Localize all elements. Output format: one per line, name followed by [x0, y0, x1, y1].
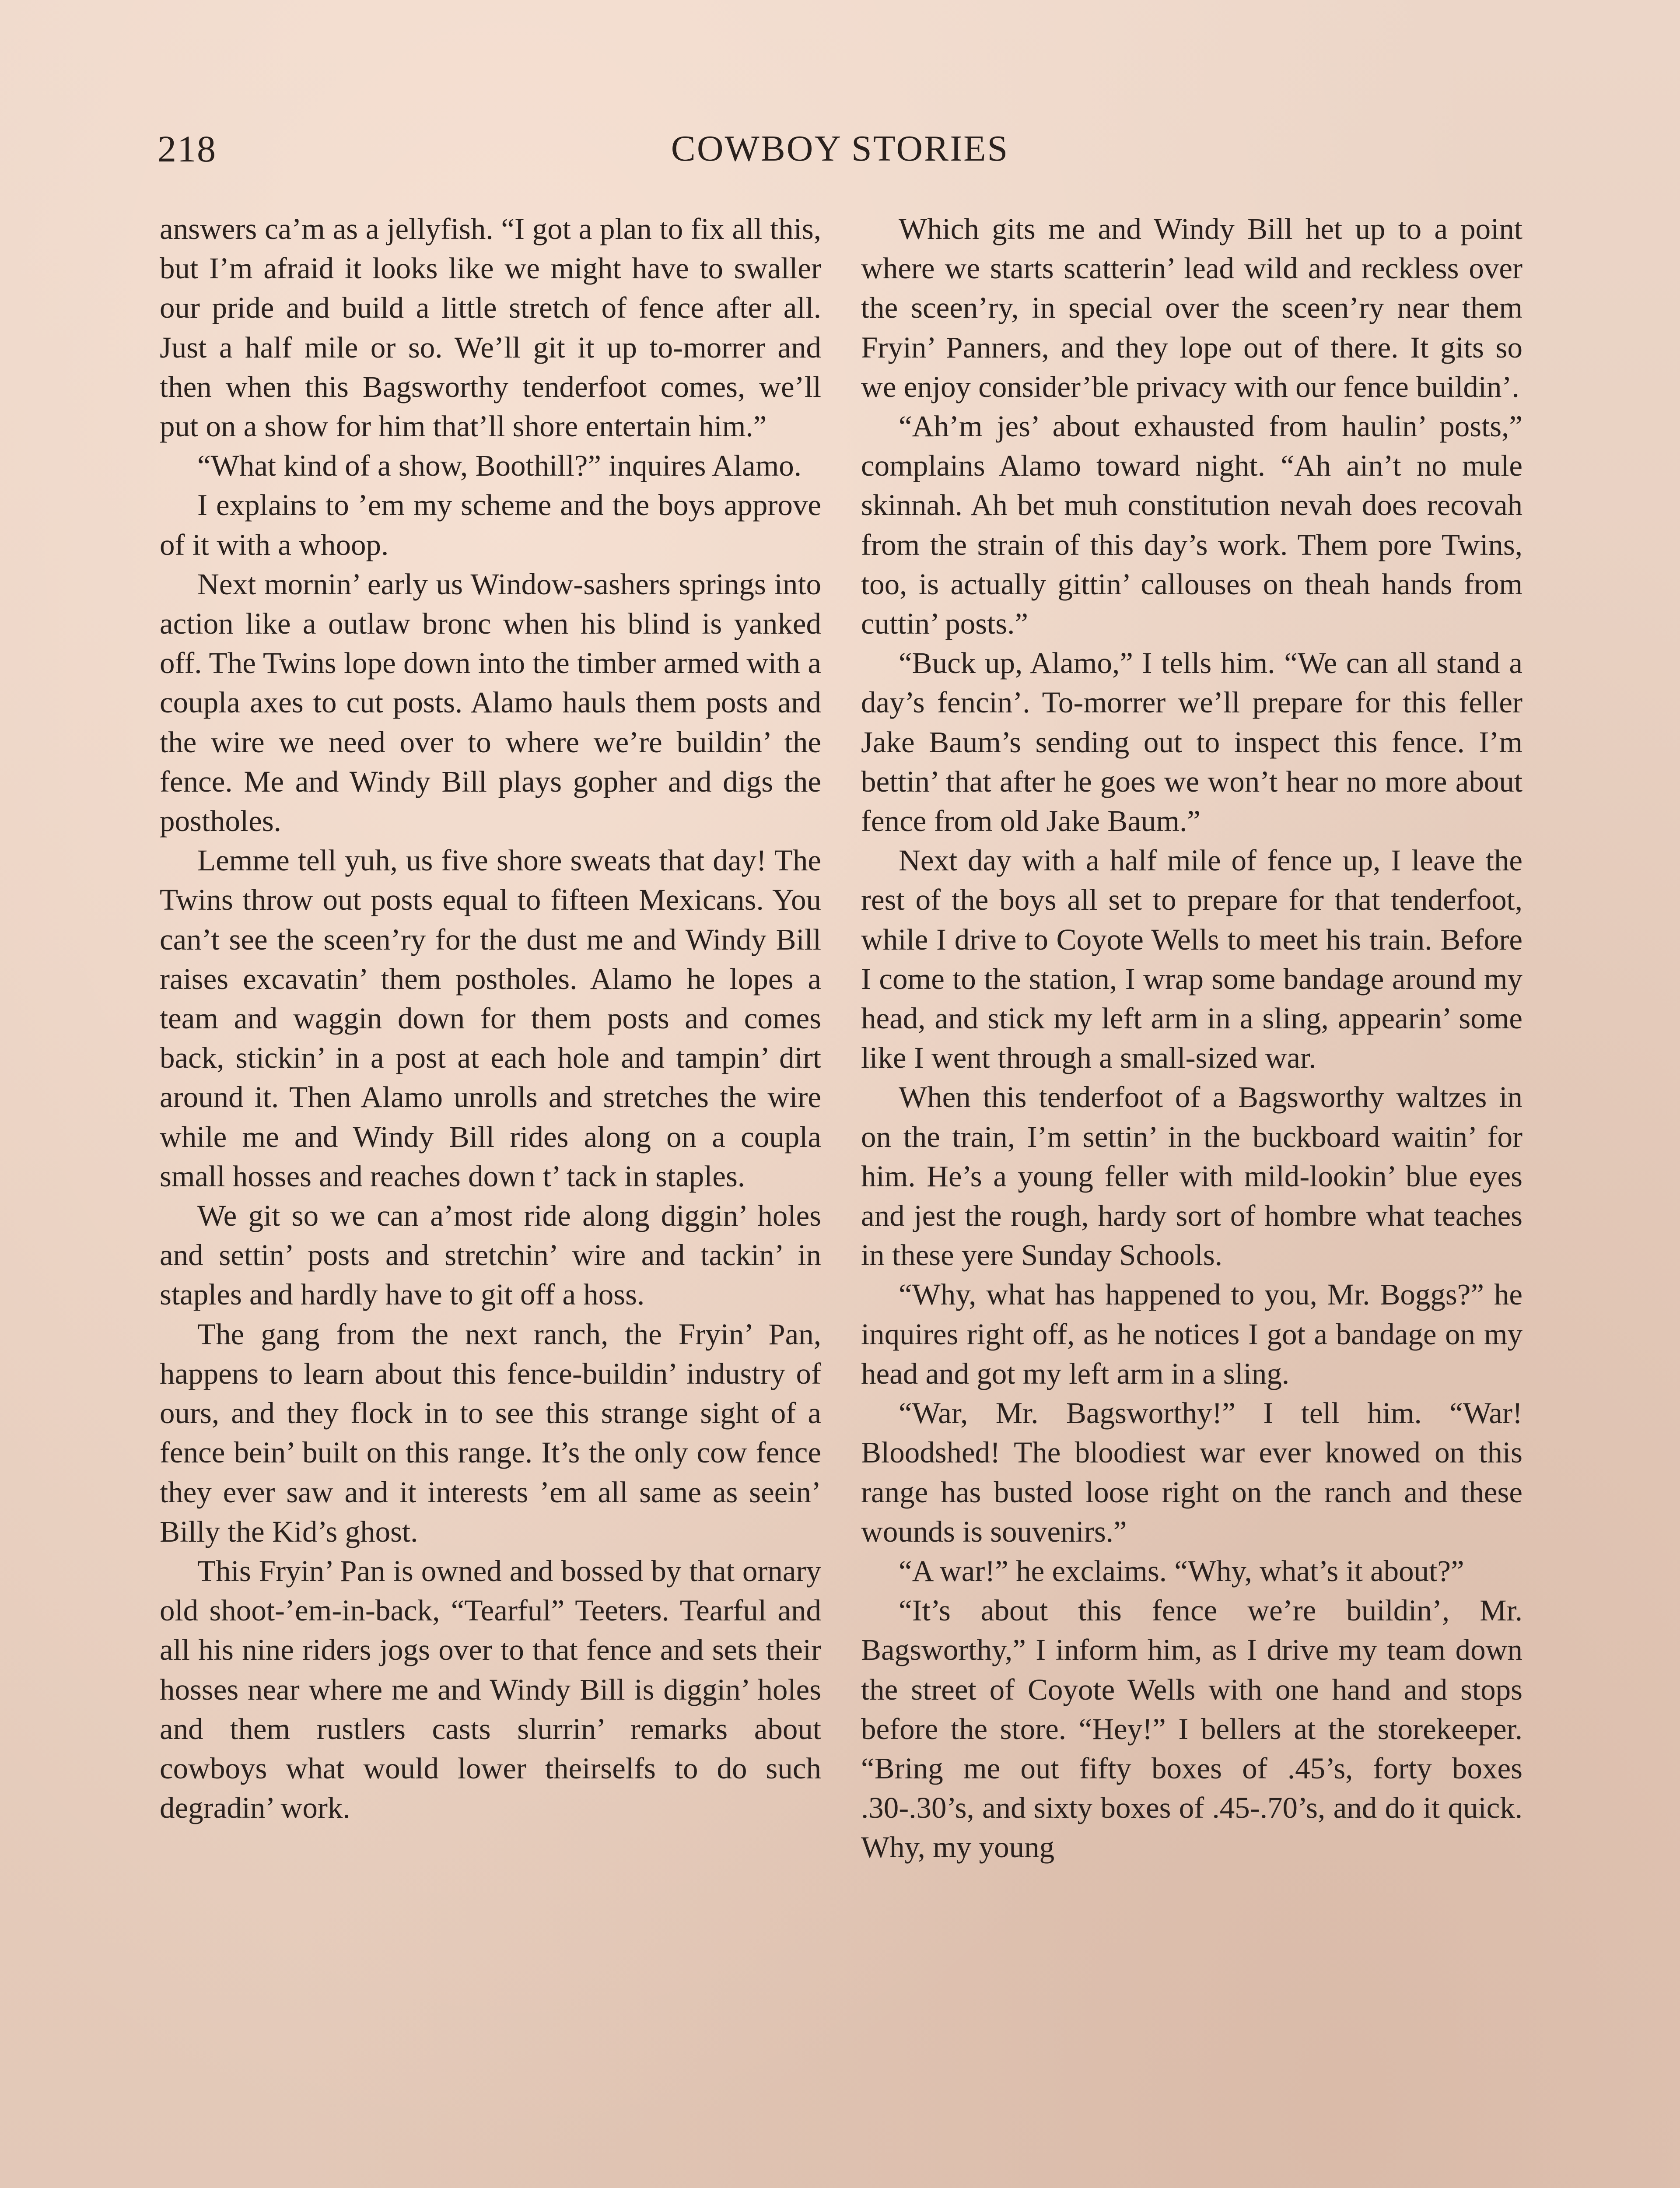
- paragraph: “A war!” he exclaims. “Why, what’s it about?”: [899, 1554, 1464, 1588]
- paragraph: Lemme tell yuh, us five shore sweats that day! The Twins throw out posts equal to fifteen Mexicans. You can’t see the sceen’ry for the dust me and Windy Bill raises excavatin’ them postholes. Alamo he lopes a team and waggin down for them posts and comes back, stickin’ in a post at each hole and tampin’ dirt around it. Then Alamo unrolls and stretches the wire while me and Windy Bill rides along on a coupla small hosses and reaches down t’ tack in staples.: [160, 844, 821, 1193]
- paragraph: answers ca’m as a jellyfish. “I got a plan to fix all this, but I’m afraid it looks like we might have to swaller our pride and build a little stretch of fence after all. Just a half mile or so. We’ll git it up to-morrer and then when this Bagsworthy tenderfoot comes, we’ll put on a show for him that’ll shore entertain him.”: [160, 212, 821, 443]
- paragraph: “What kind of a show, Boothill?” inquires Alamo.: [197, 449, 802, 483]
- paragraph: When this tenderfoot of a Bagsworthy waltzes in on the train, I’m settin’ in the buckboard waitin’ for him. He’s a young feller with mild-lookin’ blue eyes and jest the rough, hardy sort of hombre what teaches in these yere Sunday Schools.: [861, 1080, 1522, 1272]
- paragraph: “War, Mr. Bagsworthy!” I tell him. “War! Bloodshed! The bloodiest war ever knowed on this range has busted loose right on the ranch and these wounds is souvenirs.”: [861, 1396, 1522, 1548]
- paragraph: I explains to ’em my scheme and the boys approve of it with a whoop.: [160, 488, 821, 561]
- paragraph: The gang from the next ranch, the Fryin’ Pan, happens to learn about this fence-buildin’ industry of ours, and they flock in to see this strange sight of a fence bein’ built on this range. It’s the only cow fence they ever saw and it interests ’em all same as seein’ Billy the Kid’s ghost.: [160, 1317, 821, 1548]
- paragraph: “Why, what has happened to you, Mr. Boggs?” he inquires right off, as he notices I got a bandage on my head and got my left arm in a sling.: [861, 1278, 1522, 1390]
- right-text-column: [861, 209, 1522, 1867]
- paragraph: We git so we can a’most ride along diggin’ holes and settin’ posts and stretchin’ wire and tackin’ in staples and hardly have to git off a hoss.: [160, 1199, 821, 1311]
- page-header: [158, 125, 1522, 173]
- paragraph: Which gits me and Windy Bill het up to a point where we starts scatterin’ lead wild and reckless over the sceen’ry, in special over the sceen’ry near them Fryin’ Panners, and they lope out of there. It gits so we enjoy consider’ble privacy with our fence buildin’.: [861, 212, 1522, 403]
- running-title: COWBOY STORIES: [671, 128, 1009, 169]
- left-text-column: [160, 209, 821, 1827]
- paragraph: “Buck up, Alamo,” I tells him. “We can all stand a day’s fencin’. To-morrer we’ll prepare for this feller Jake Baum’s sending out to inspect this fence. I’m bettin’ that after he goes we won’t hear no more about fence from old Jake Baum.”: [861, 646, 1522, 838]
- paragraph: “It’s about this fence we’re buildin’, Mr. Bagsworthy,” I inform him, as I drive my team down the street of Coyote Wells with one hand and stops before the store. “Hey!” I bellers at the storekeeper. “Bring me out fifty boxes of .45’s, forty boxes .30-.30’s, and sixty boxes of .45-.70’s, and do it quick. Why, my young: [861, 1594, 1522, 1864]
- paragraph: This Fryin’ Pan is owned and bossed by that ornary old shoot-’em-in-back, “Tearful” Teeters. Tearful and all his nine riders jogs over to that fence and sets their hosses near where me and Windy Bill is diggin’ holes and them rustlers casts slurrin’ remarks about cowboys what would lower theirselfs to do such degradin’ work.: [160, 1554, 821, 1825]
- paragraph: “Ah’m jes’ about exhausted from haulin’ posts,” complains Alamo toward night. “Ah ain’t no mule skinnah. Ah bet muh constitution nevah does recovah from the strain of this day’s work. Them pore Twins, too, is actually gittin’ callouses on theah hands from cuttin’ posts.”: [861, 410, 1522, 641]
- paragraph: Next day with a half mile of fence up, I leave the rest of the boys all set to prepare for that tenderfoot, while I drive to Coyote Wells to meet his train. Before I come to the station, I wrap some bandage around my head, and stick my left arm in a sling, appearin’ some like I went through a small-sized war.: [861, 844, 1522, 1075]
- page-number: 218: [158, 128, 217, 170]
- paragraph: Next mornin’ early us Window-sashers springs into action like a outlaw bronc when his blind is yanked off. The Twins lope down into the timber armed with a coupla axes to cut posts. Alamo hauls them posts and the wire we need over to where we’re buildin’ the fence. Me and Windy Bill plays gopher and digs the postholes.: [160, 567, 821, 838]
